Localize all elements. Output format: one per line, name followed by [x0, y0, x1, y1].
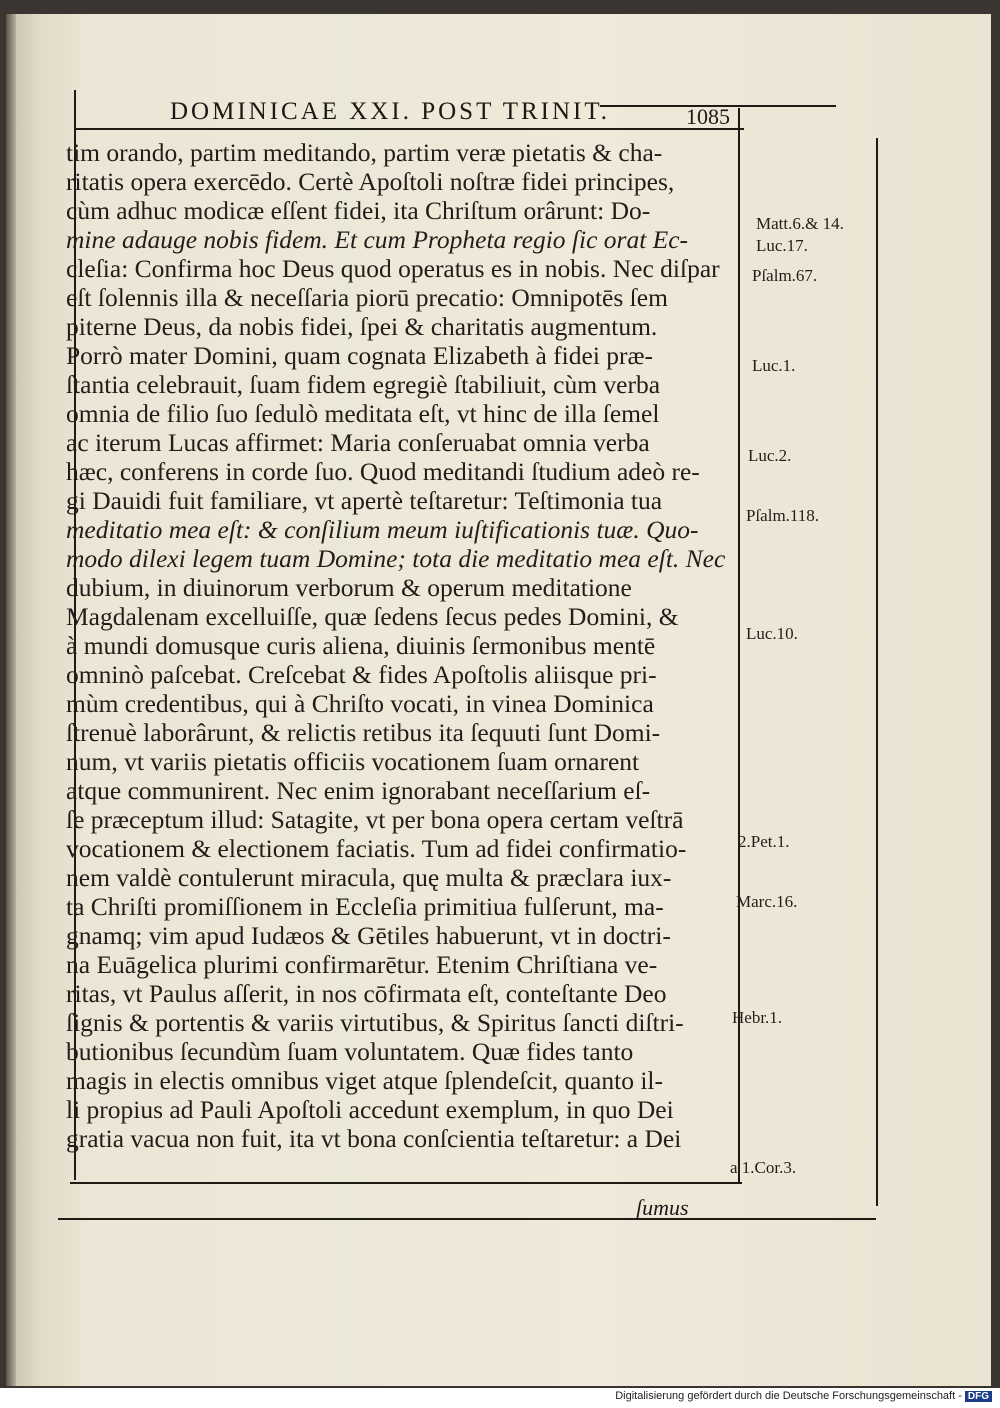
dfg-logo: DFG — [965, 1391, 992, 1402]
text-line: dubium, in diuinorum verborum & operum meditatione — [66, 573, 632, 602]
text-line: modo dilexi legem tuam Domine; tota die meditatio mea eſt. Nec — [66, 544, 726, 573]
text-line: Porrò mater Domini, quam cognata Elizabeth à fidei præ- — [66, 341, 654, 370]
text-line: ſtantia celebrauit, ſuam fidem egregiè ſtabiliuit, cùm verba — [66, 370, 661, 399]
text-line: gnamq; vim apud Iudæos & Gētiles habuerunt, vt in doctri- — [66, 921, 671, 950]
text-line: mine adauge nobis fidem. Et cum Propheta regio ſic orat Ec- — [66, 225, 689, 254]
footer-rule — [58, 1218, 876, 1220]
digitization-credit — [615, 1390, 992, 1402]
text-line: na Euāgelica plurimi confirmarētur. Etenim Chriſtiana ve- — [66, 950, 658, 979]
page-number: 1085 — [686, 104, 730, 129]
text-line: hæc, conferens in corde ſuo. Quod meditandi ſtudium adeò re- — [66, 457, 700, 486]
margin-reference: Pſalm.118. — [746, 506, 820, 525]
bottom-rule — [70, 1182, 742, 1184]
margin-reference: Matt.6.& 14. — [756, 214, 844, 233]
text-line: Magdalenam excelluiſſe, quæ ſedens ſecus pedes Domini, & — [66, 602, 679, 631]
margin-reference: Luc.1. — [752, 356, 796, 375]
text-line: ſe præceptum illud: Satagite, vt per bona opera certam veſtrā — [66, 805, 684, 834]
text-line: butionibus ſecundùm ſuam voluntatem. Quæ fides tanto — [66, 1037, 634, 1066]
margin-column-rule — [876, 138, 878, 1206]
credit-text: Digitalisierung gefördert durch die Deutsche Forschungsgemeinschaft - — [615, 1390, 962, 1402]
running-head: DOMINICAE XXI. POST TRINIT. — [170, 98, 611, 125]
margin-reference: Luc.17. — [756, 236, 808, 255]
text-line: ſtrenuè laborârunt, & relictis retibus ita ſequuti ſunt Domi- — [66, 718, 661, 747]
text-line: meditatio mea eſt: & conſilium meum iuſtificationis tuæ. Quo- — [66, 515, 699, 544]
margin-reference: a 1.Cor.3. — [730, 1158, 797, 1177]
text-line: ritatis opera exercēdo. Certè Apoſtoli noſtræ fidei principes, — [66, 167, 675, 196]
text-line: tim orando, partim meditando, partim veræ pietatis & cha- — [66, 138, 663, 167]
text-line: vocationem & electionem faciatis. Tum ad fidei confirmatio- — [66, 834, 687, 863]
text-line: ſignis & portentis & variis virtutibus, & Spiritus ſancti diſtri- — [66, 1008, 684, 1037]
margin-reference: 2.Pet.1. — [738, 832, 790, 851]
text-line: eſt ſolennis illa & neceſſaria piorū precatio: Omnipotēs ſem — [66, 283, 668, 312]
text-line: à mundi domusque curis aliena, diuinis ſermonibus mentē — [66, 631, 656, 660]
text-line: ta Chriſti promiſſionem in Eccleſia primitiua fulſerunt, ma- — [66, 892, 664, 921]
text-line: magis in electis omnibus viget atque ſplendeſcit, quanto il- — [66, 1066, 663, 1095]
margin-reference: Luc.2. — [748, 446, 792, 465]
text-line: mùm credentibus, qui à Chriſto vocati, in vinea Dominica — [66, 689, 654, 718]
margin-reference: Luc.10. — [746, 624, 798, 643]
text-line: cùm adhuc modicæ eſſent fidei, ita Chriſtum orârunt: Do- — [66, 196, 651, 225]
text-line: li propius ad Pauli Apoſtoli accedunt exemplum, in quo Dei — [66, 1095, 674, 1124]
text-line: ac iterum Lucas affirmet: Maria conſeruabat omnia verba — [66, 428, 650, 457]
text-line: num, vt variis pietatis officiis vocationem ſuam ornarent — [66, 747, 640, 776]
margin-reference: Hebr.1. — [732, 1008, 783, 1027]
text-line: omnia de filio ſuo ſedulò meditata eſt, vt hinc de illa ſemel — [66, 399, 660, 428]
text-line: gratia vacua non fuit, ita vt bona conſcientia teſtaretur: a Dei — [66, 1124, 682, 1153]
text-line: piterne Deus, da nobis fidei, ſpei & charitatis augmentum. — [66, 312, 658, 341]
text-line: cleſia: Confirma hoc Deus quod operatus es in nobis. Nec diſpar — [66, 254, 720, 283]
text-line: ritas, vt Paulus aſſerit, in nos cōfirmata eſt, conteſtante Deo — [66, 979, 667, 1008]
header-rule — [76, 128, 744, 130]
page-binding-edge — [6, 14, 16, 1386]
text-line: atque communirent. Nec enim ignorabant neceſſarium eſ- — [66, 776, 651, 805]
text-line: omninò paſcebat. Creſcebat & fides Apoſtolis aliisque pri- — [66, 660, 657, 689]
catchword: ſumus — [636, 1195, 689, 1220]
text-line: nem valdè contulerunt miracula, quę multa & præclara iux- — [66, 863, 672, 892]
text-line: gi Dauidi fuit familiare, vt apertè teſtaretur: Teſtimonia tua — [66, 486, 663, 515]
margin-reference: Marc.16. — [736, 892, 798, 911]
margin-reference: Pſalm.67. — [752, 266, 818, 285]
